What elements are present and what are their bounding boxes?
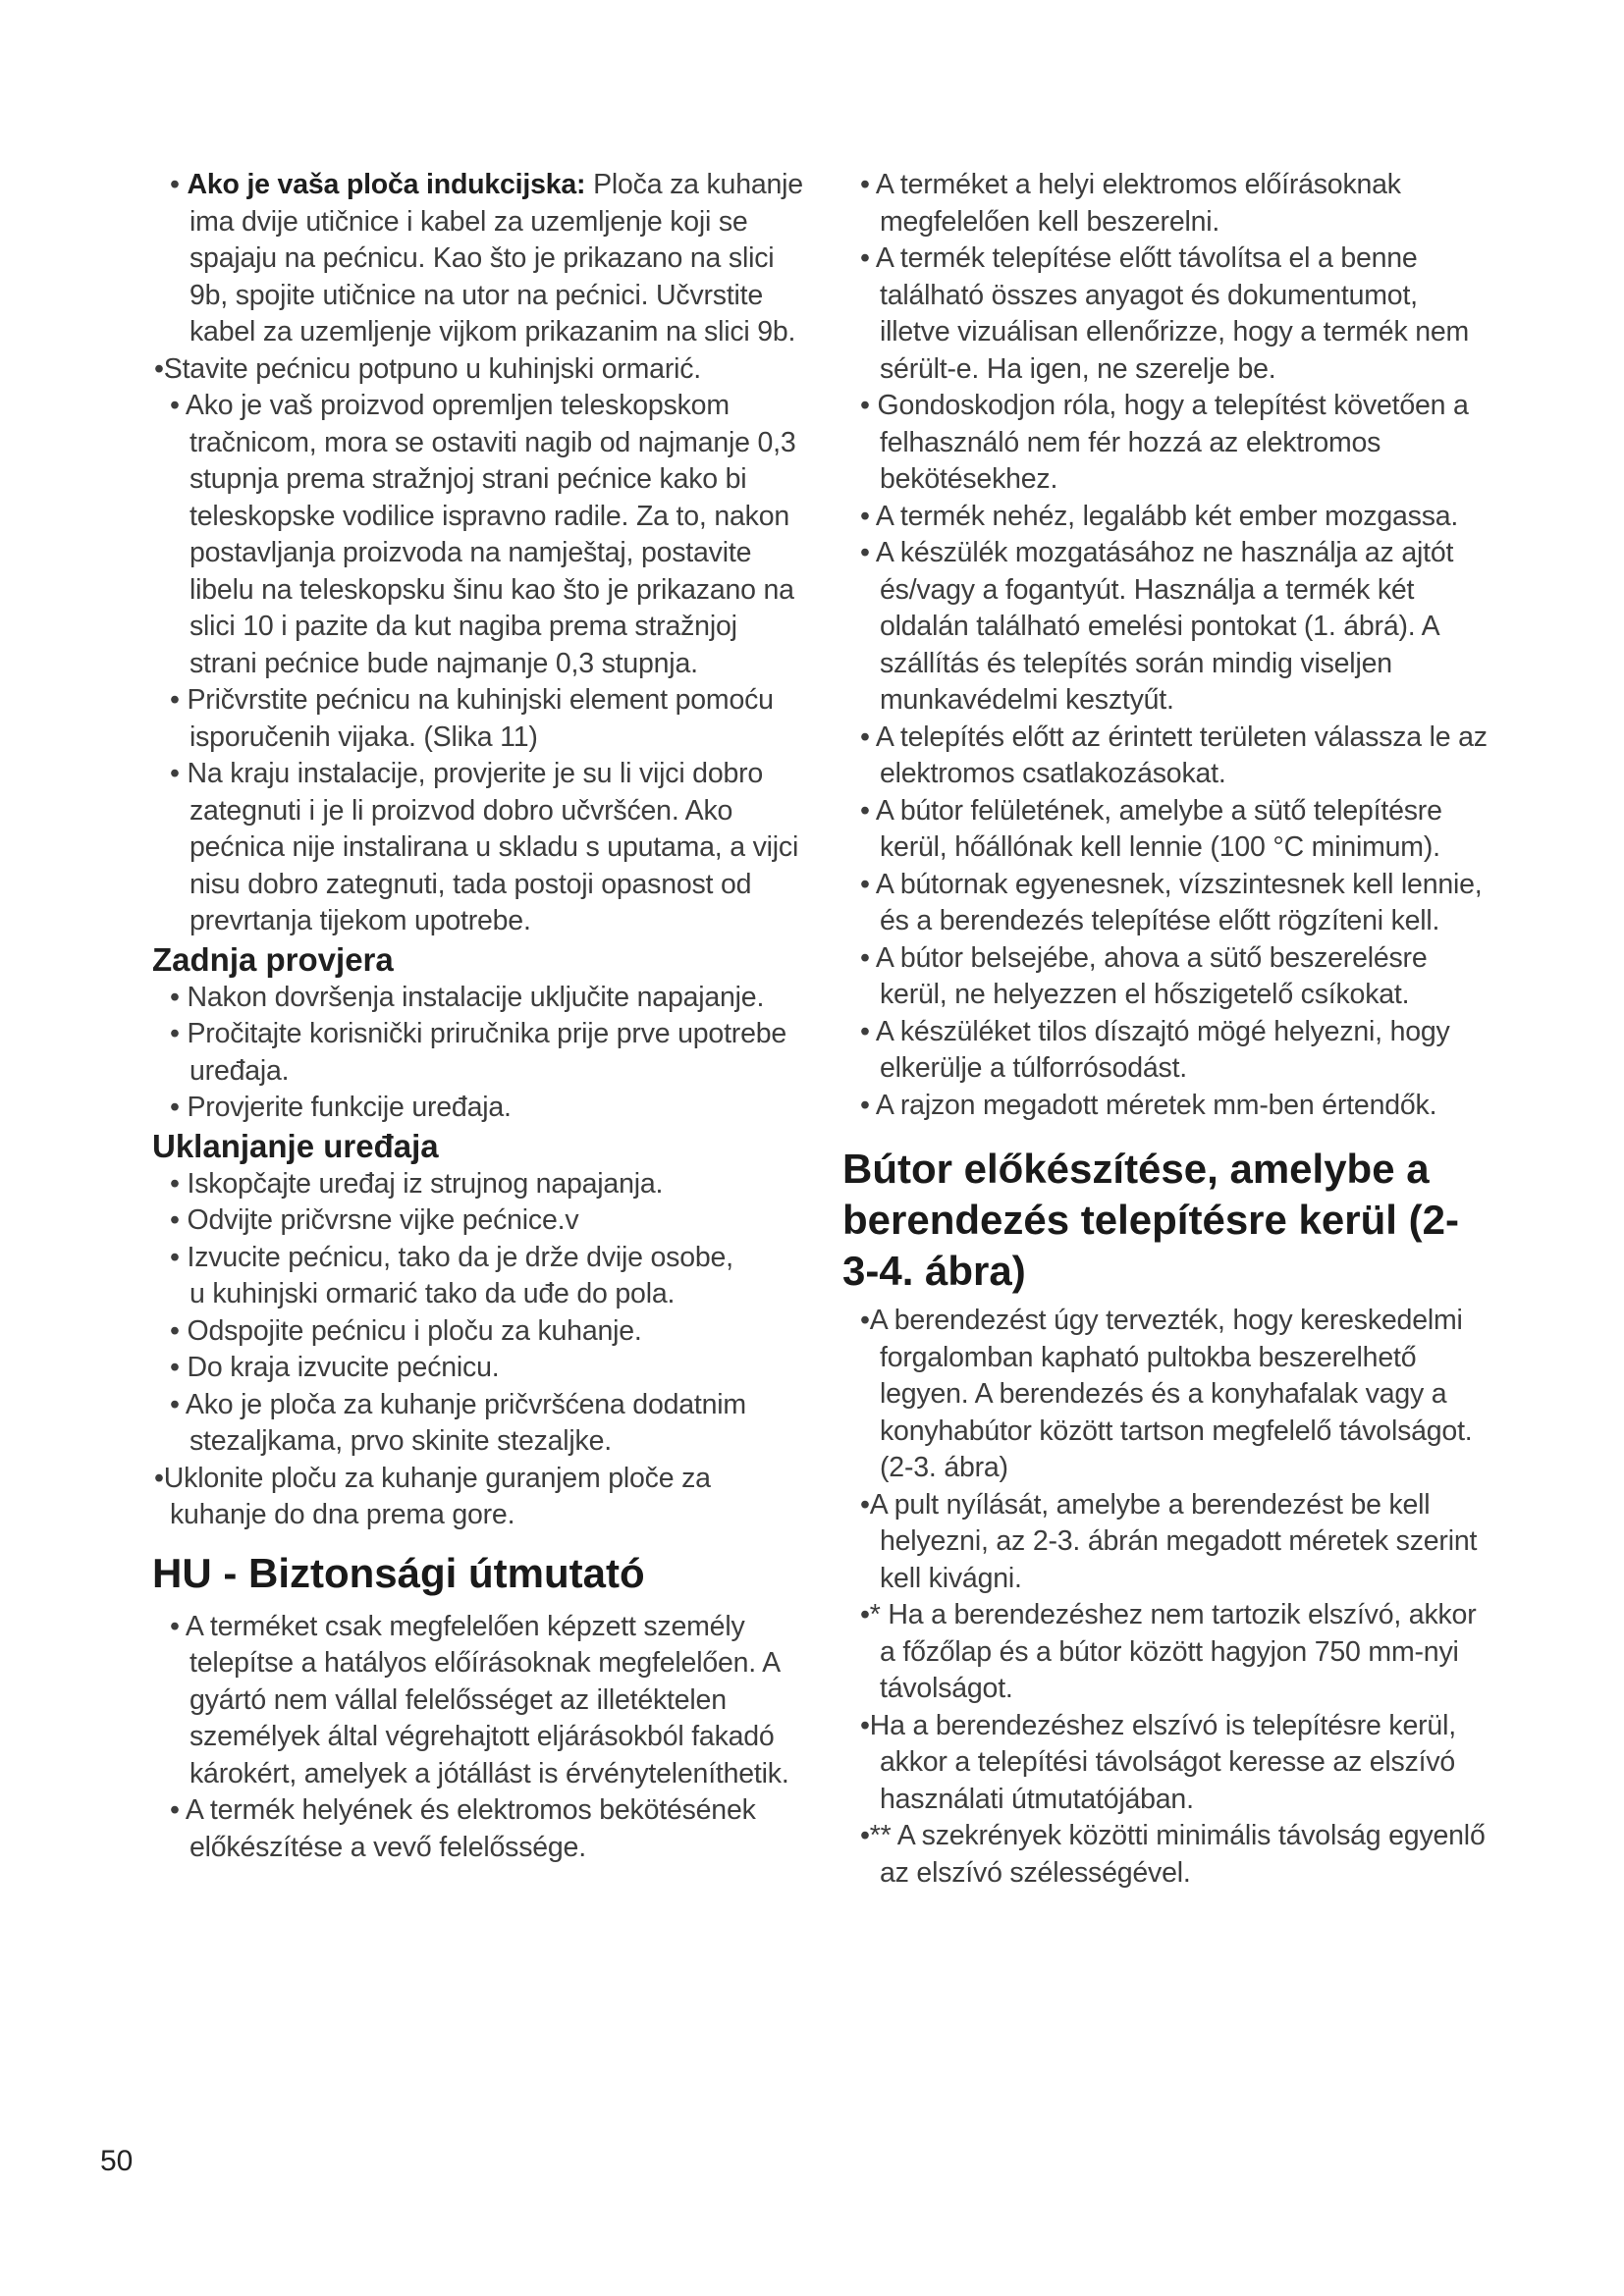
list-item: • Ako je ploča za kuhanje pričvršćena dodatnim stezaljkama, prvo skinite stezaljke. (170, 1388, 746, 1457)
list-item: • Pričvrstite pećnicu na kuhinjski element pomoću isporučenih vijaka. (Slika 11) (170, 684, 774, 753)
list-item: • Odvijte pričvrsne vijke pećnice.v (170, 1204, 579, 1236)
list-item: •Uklonite ploču za kuhanje guranjem ploče za kuhanje do dna prema gore. (154, 1462, 711, 1530)
list-item: • Gondoskodjon róla, hogy a telepítést követően a felhasználó nem fér hozzá az elektromos bekötésekhez. (860, 390, 1469, 495)
list-item: •A pult nyílását, amelybe a berendezést be kell helyezni, az 2-3. ábrán megadott méretek szerint kell kivágni. (860, 1488, 1478, 1594)
left-column (152, 167, 810, 1866)
list-item: • A termék nehéz, legalább két ember mozgassa. (860, 500, 1459, 532)
page-number: 50 (100, 2145, 134, 2177)
list-item: • A termék telepítése előtt távolítsa el a benne található összes anyagot és dokumentumot, illetve vizuálisan ellenőrizze, hogy a termék nem sérült-e. Ha igen, ne szerelje be. (860, 242, 1470, 385)
list-item: • A terméket a helyi elektromos előírásoknak megfelelően kell beszerelni. (860, 169, 1401, 238)
list-item: • A bútor belsejébe, ahova a sütő beszerelésre kerül, ne helyezzen el hőszigetelő csíkokat. (860, 941, 1428, 1010)
list-item: •Stavite pećnicu potpuno u kuhinjski ormarić. (154, 352, 702, 385)
list-item: • Ako je vaša ploča indukcijska: Ploča za kuhanje ima dvije utičnice i kabel za uzemljenje koji se spajaju na pećnicu. Kao što je prikazano na slici 9b, spojite utičnice na utor na pećnici. Učvrstite kabel za uzemljenje vijkom prikazanim na slici 9b. (170, 169, 803, 347)
list-item: •A berendezést úgy tervezték, hogy kereskedelmi forgalomban kapható pultokba beszerelhető legyen. A berendezés és a konyhafalak vagy a konyhabútor között tartson megfelelő távolságot. (2-3. ábra) (860, 1305, 1473, 1483)
list-item: • A termék helyének és elektromos bekötésének előkészítése a vevő felelőssége. (170, 1794, 756, 1863)
induction-hob-lead: Ako je vaša ploča indukcijska: (187, 169, 586, 200)
list-item: • Nakon dovršenja instalacije uključite napajanje. (170, 981, 765, 1013)
list-item: • Na kraju instalacije, provjerite je su li vijci dobro zategnuti i je li proizvod dobro učvršćen. Ako pećnica nije instalirana u skladu s uputama, a vijci nisu dobro zategnuti, tada postoji opasnost od prevrtanja tijekom upotrebe. (170, 758, 799, 936)
list-item-continuation: u kuhinjski ormarić tako da uđe do pola. (189, 1278, 676, 1309)
list-item: •* Ha a berendezéshez nem tartozik elszívó, akkor a főzőlap és a bútor között hagyjon 750 mm-nyi távolságot. (860, 1599, 1477, 1704)
list-item: • A bútor felületének, amelybe a sütő telepítésre kerül, hőállónak kell lennie (100 °C minimum). (860, 794, 1442, 863)
list-item: • A bútornak egyenesnek, vízszintesnek kell lennie, és a berendezés telepítése előtt rögzíteni kell. (860, 868, 1483, 936)
list-item: • Ako je vaš proizvod opremljen teleskopskom tračnicom, mora se ostaviti nagib od najmanje 0,3 stupnja prema stražnjoj strani pećnice kako bi teleskopske vodilice ispravno radile. Za to, nakon postavljanja proizvoda na namještaj, postavite libelu na teleskopsku šinu kao što je prikazano na slici 10 i pazite da kut nagiba prema stražnjoj strani pećnice bude najmanje 0,3 stupnja. (170, 390, 796, 679)
furniture-heading: Bútor előkészítése, amelybe a berendezés telepítésre kerül (2-3-4. ábra) (842, 1146, 1459, 1294)
final-check-heading: Zadnja provjera (152, 940, 394, 978)
list-item: • Pročitajte korisnički priručnika prije prve upotrebe uređaja. (170, 1018, 787, 1087)
list-item: •** A szekrények közötti minimális távolság egyenlő az elszívó szélességével. (860, 1820, 1486, 1889)
list-item: • A rajzon megadott méretek mm-ben értendők. (860, 1089, 1437, 1121)
list-item: • Provjerite funkcije uređaja. (170, 1092, 512, 1123)
list-item: • Iskopčajte uređaj iz strujnog napajanja. (170, 1167, 664, 1200)
list-item-text: Ploča za kuhanje ima dvije utičnice i kabel za uzemljenje koji se spajaju na pećnicu. Kao što je prikazano na slici 9b, spojite utičnice na utor na pećnici. Učvrstite kabel za uzemljenje vijkom prikazanim na slici 9b. (189, 169, 803, 347)
right-column (842, 167, 1490, 1892)
removal-heading: Uklanjanje uređaja (152, 1127, 439, 1164)
list-item: •Ha a berendezéshez elszívó is telepítésre kerül, akkor a telepítési távolságot keresse az elszívó használati útmutatójában. (860, 1709, 1456, 1815)
list-item: • Odspojite pećnicu i ploču za kuhanje. (170, 1314, 642, 1347)
list-item: • A készülék mozgatásához ne használja az ajtót és/vagy a fogantyút. Használja a termék két oldalán található emelési pontokat (1. ábrá). A szállítás és telepítés során mindig viseljen munkavédelmi kesztyűt. (860, 537, 1454, 716)
safety-heading: HU - Biztonsági útmutató (152, 1549, 645, 1596)
list-item: • A telepítés előtt az érintett területen válassza le az elektromos csatlakozásokat. (860, 721, 1488, 789)
list-item: • A terméket csak megfelelően képzett személy telepítse a hatályos előírásoknak megfelelően. A gyártó nem vállal felelősséget az illetéktelen személyek által végrehajtott eljárásokból fakadó károkért, amelyek a jótállást is érvényteleníthetik. (170, 1610, 789, 1789)
list-item: • Do kraja izvucite pećnicu. (170, 1352, 500, 1383)
list-item: • A készüléket tilos díszajtó mögé helyezni, hogy elkerülje a túlforrósodást. (860, 1015, 1450, 1084)
list-item: • Izvucite pećnicu, tako da je drže dvije osobe, (170, 1241, 733, 1273)
